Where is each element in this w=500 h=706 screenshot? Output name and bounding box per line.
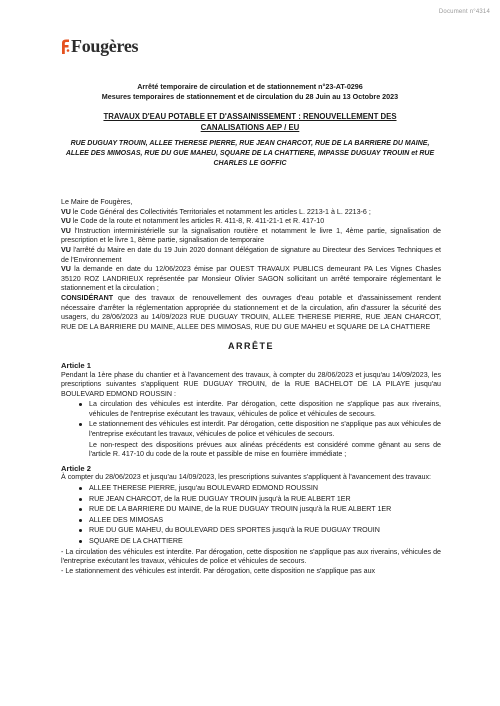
decree-period-line: Mesures temporaires de stationnement et de circulation du 28 Juin au 13 Octobre 2023 <box>101 92 399 101</box>
consideration-text: l'arrêté du Maire en date du 19 Juin 2020 donnant délégation de signature au Directeur des Services Techniques et de l'Environnement <box>61 245 441 264</box>
list-item: ALLEE DES MIMOSAS <box>89 516 441 526</box>
consideration-item <box>61 294 441 332</box>
works-title-line-2: CANALISATIONS AEP / EU <box>200 123 300 132</box>
decree-number-line: Arrêté temporaire de circulation et de stationnement n°23-AT-0296 <box>137 82 363 91</box>
consideration-item <box>61 265 441 294</box>
works-title-line-1: TRAVAUX D'EAU POTABLE ET D'ASSAINISSEMENT : RENOUVELLEMENT DES <box>103 112 397 121</box>
article-2-bullets <box>61 484 441 547</box>
consideration-item <box>61 227 441 246</box>
logo-f-icon <box>60 38 70 55</box>
list-item: ALLEE THERESE PIERRE, jusqu'au BOULEVARD EDMOND ROUSSIN <box>89 484 441 494</box>
article-1-bullets <box>61 400 441 439</box>
article-2-parking: - Le stationnement des véhicules est interdit. Par dérogation, cette disposition ne s'applique pas aux <box>61 566 376 575</box>
consideration-item <box>61 208 441 218</box>
list-item: Le stationnement des véhicules est interdit. Par dérogation, cette disposition ne s'applique pas aux véhicules de l'entreprise exécutant les travaux, véhicules de police et véhicules de secours. <box>89 420 441 439</box>
consideration-text: la demande en date du 12/06/2023 émise par OUEST TRAVAUX PUBLICS demeurant PA Les Vignes Chasles 35120 ROZ LANDRIEUX représentée par Monsieur Olivier SAGON sollicitant un arrêté temporaire réglementant le stationnement et la circulation ; <box>61 265 441 293</box>
article-1-note: Le non-respect des dispositions prévues aux alinéas précédents est considéré comme gênant au sens de l'article R. 417-10 du code de la route et passible de mise en fourrière immédiate ; <box>89 440 441 459</box>
intro-line: Le Maire de Fougères, <box>61 198 133 206</box>
list-item: La circulation des véhicules est interdite. Par dérogation, cette disposition ne s'applique pas aux riverains, véhicules de l'entreprise exécutant les travaux, véhicules de police et véhicules de secours. <box>89 400 441 418</box>
street-list-line-3: CHARLES LE GOFFIC <box>213 160 287 167</box>
consideration-keyword: VU <box>61 245 71 254</box>
consideration-keyword: CONSIDÉRANT <box>61 293 114 302</box>
fougeres-logo <box>60 37 138 55</box>
consideration-text: que des travaux de renouvellement des ouvrages d'eau potable et d'assainissement rendent nécessaire d'arrêter la réglementation appropriée du stationnement et de la circulation, afin d'assurer la sécurité des usagers, du 28/06/2023 au 14/09/2023 RUE DUGUAY TROUIN, ALLEE THERESE PIERRE, RUE JEAN CHARCOT, RUE DE LA BARRIERE DU MAINE, ALLEE DES MIMOSAS, RUE DU GUE MAHEU et SQUARE DE LA CHATTIERE <box>61 293 441 331</box>
list-item: RUE DU GUE MAHEU, du BOULEVARD DES SPORTES jusqu'à la RUE DUGUAY TROUIN <box>89 526 441 536</box>
consideration-text: l'Instruction interministérielle sur la signalisation routière et notamment le livre 1, 4ème partie, signalisation de prescription et le livre 1, 8ème partie, signalisation de temporaire <box>61 226 441 245</box>
street-list <box>62 139 438 169</box>
consideration-item <box>61 217 441 227</box>
consideration-item <box>61 246 441 265</box>
decree-body <box>61 198 441 576</box>
street-list-line-1: RUE DUGUAY TROUIN, ALLEE THERESE PIERRE, RUE JEAN CHARCOT, RUE DE LA BARRIERE DU MAINE, <box>70 140 430 147</box>
list-item: SQUARE DE LA CHATTIERE <box>89 537 441 547</box>
logo-text: Fougères <box>71 36 139 56</box>
decree-header <box>60 82 440 102</box>
consideration-text: le Code Général des Collectivités Territoriales et notamment les articles L. 2213-1 à L. 2213-6 ; <box>70 207 371 216</box>
consideration-text: le Code de la route et notamment les articles R. 411-8, R. 411-21-1 et R. 417-10 <box>70 217 325 226</box>
article-1-title: Article 1 <box>61 360 91 370</box>
consideration-keyword: VU <box>61 207 71 216</box>
works-title <box>70 111 430 133</box>
consideration-keyword: VU <box>61 265 71 274</box>
list-item: RUE DE LA BARRIERE DU MAINE, de la RUE DUGUAY TROUIN jusqu'à la RUE ALBERT 1ER <box>89 505 441 515</box>
article-1-text: Pendant la 1ère phase du chantier et à l'avancement des travaux, à compter du 28/06/2023 et jusqu'au 14/09/2023, les prescriptions suivantes s'appliquent RUE DUGUAY TROUIN, de la RUE BACHELOT DE LA PILAYE jusqu'au BOULEVARD EDMOND ROUSSIN : <box>61 370 441 398</box>
article-2-circulation: - La circulation des véhicules est interdite. Par dérogation, cette disposition ne s'applique pas aux riverains, véhicules de l'entreprise exécutant les travaux, véhicules de police et véhicules de secours. <box>61 547 441 566</box>
document-number: Document n°4314 <box>438 9 490 15</box>
consideration-keyword: VU <box>61 217 71 226</box>
article-2-title: Article 2 <box>61 463 91 473</box>
arrete-heading: ARRÊTE <box>227 341 274 352</box>
street-list-line-2: ALLEE DES MIMOSAS, RUE DU GUE MAHEU, SQUARE DE LA CHATTIERE, IMPASSE DUGUAY TROUIN et RUE <box>65 150 435 157</box>
article-2-text: À compter du 28/06/2023 et jusqu'au 14/09/2023, les prescriptions suivantes s'appliquent à l'avancement des travaux: <box>61 473 432 482</box>
consideration-keyword: VU <box>61 226 71 235</box>
list-item: RUE JEAN CHARCOT, de la RUE DUGUAY TROUIN jusqu'à la RUE ALBERT 1ER <box>89 495 441 505</box>
